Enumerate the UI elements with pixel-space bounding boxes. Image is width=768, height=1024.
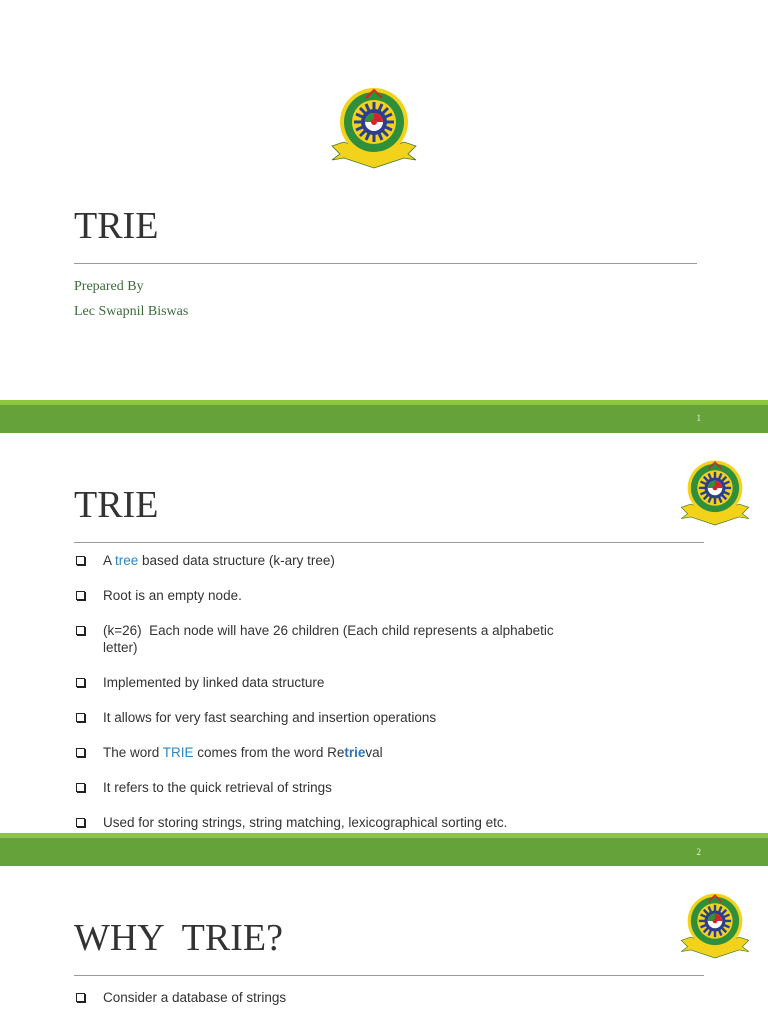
slide-3 xyxy=(0,866,768,1024)
highlight-trie: TRIE xyxy=(162,745,194,760)
slide-1 xyxy=(0,0,768,400)
list-item xyxy=(74,674,594,691)
bullet-text: based data structure (k-ary tree) xyxy=(138,553,335,568)
list-item xyxy=(74,744,594,761)
bullet-text: Implemented by linked data structure xyxy=(103,675,325,690)
title-divider xyxy=(74,542,704,543)
bullet-text: Root is an empty node. xyxy=(103,588,242,603)
slide-footer-band xyxy=(0,400,768,433)
bullet-text: (k=26) Each node will have 26 children (Each child represents a alphabetic letter) xyxy=(103,623,558,655)
checkbox-bullet-icon xyxy=(76,713,85,722)
list-item xyxy=(74,552,594,569)
bullet-text: val xyxy=(365,745,383,760)
institute-logo xyxy=(678,457,752,527)
page-number: 2 xyxy=(696,847,701,857)
prepared-by-label: Prepared By xyxy=(74,279,144,294)
checkbox-bullet-icon xyxy=(76,783,85,792)
bullet-text: Used for storing strings, string matching, lexicographical sorting etc. xyxy=(103,815,508,830)
list-item xyxy=(74,814,594,831)
checkbox-bullet-icon xyxy=(76,748,85,757)
highlight-tree: tree xyxy=(115,553,139,568)
checkbox-bullet-icon xyxy=(76,678,85,687)
bullet-text: comes from the word Re xyxy=(193,745,345,760)
slide-footer-band xyxy=(0,833,768,866)
band-highlight xyxy=(0,833,768,838)
slide-title: WHY TRIE? xyxy=(74,917,283,959)
bullet-list xyxy=(74,989,594,1006)
checkbox-bullet-icon xyxy=(76,556,85,565)
page-number: 1 xyxy=(696,413,701,423)
bullet-text: Consider a database of strings xyxy=(103,990,287,1005)
list-item xyxy=(74,989,594,1006)
list-item xyxy=(74,587,594,604)
checkbox-bullet-icon xyxy=(76,626,85,635)
bullet-list xyxy=(74,552,594,831)
bullet-text: A xyxy=(103,553,116,568)
checkbox-bullet-icon xyxy=(76,993,85,1002)
checkbox-bullet-icon xyxy=(76,591,85,600)
bullet-text: It refers to the quick retrieval of strings xyxy=(103,780,332,795)
author-name: Lec Swapnil Biswas xyxy=(74,304,189,319)
checkbox-bullet-icon xyxy=(76,818,85,827)
slide-title: TRIE xyxy=(74,484,159,526)
title-divider xyxy=(74,263,697,264)
list-item xyxy=(74,709,594,726)
slide-title: TRIE xyxy=(74,205,159,247)
institute-logo xyxy=(328,84,420,170)
slide-2 xyxy=(0,433,768,833)
institute-logo xyxy=(678,890,752,960)
highlight-trie-bold: trie xyxy=(344,745,366,760)
bullet-text: It allows for very fast searching and insertion operations xyxy=(103,710,437,725)
title-divider xyxy=(74,975,704,976)
list-item xyxy=(74,622,573,656)
band-highlight xyxy=(0,400,768,405)
bullet-text: The word xyxy=(103,745,163,760)
list-item xyxy=(74,779,594,796)
